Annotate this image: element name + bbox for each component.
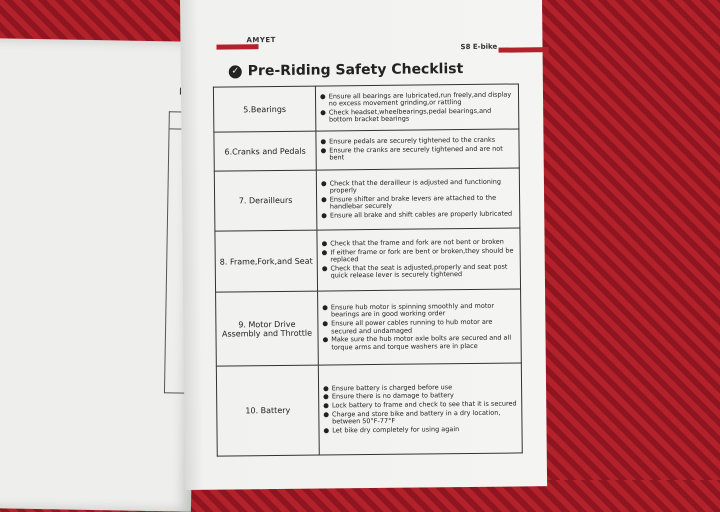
bullet-icon: ● — [322, 335, 329, 344]
checklist-item-text: Ensure all brake and shift cables are properly lubricated — [329, 209, 513, 220]
checkmark-circle-icon: ✓ — [229, 65, 242, 78]
checklist-item-text: Make sure the hub motor axle bolts are secured and all torque arms and torque washers are in place — [331, 333, 512, 351]
brand-label: AMYET — [246, 35, 276, 45]
header-band-left — [216, 44, 258, 49]
checklist-row — [214, 168, 520, 231]
checklist-item-text: Check that the derailleur is adjusted and functioning properly — [329, 177, 502, 195]
bullet-icon: ● — [321, 248, 328, 257]
checklist-items — [318, 289, 522, 365]
checklist-item-text: Lock battery to frame and check to see that it is secured — [331, 399, 517, 410]
left-page — [0, 38, 199, 512]
checklist-row — [215, 228, 521, 292]
bullet-icon: ● — [323, 384, 329, 393]
checklist-category: 7. Derailleurs — [214, 170, 317, 231]
page-title — [229, 61, 464, 79]
checklist-category: 8. Frame,Fork,and Seat — [215, 230, 318, 292]
checklist-item — [322, 248, 516, 265]
checklist-item-text: Ensure all bearings are lubricated,run freely,and display no excess movement grinding,or rattling — [328, 90, 512, 108]
checklist-item — [320, 107, 514, 124]
checklist-items — [316, 168, 520, 230]
checklist-item — [323, 409, 517, 426]
bullet-icon: ● — [320, 108, 326, 117]
checklist-item — [321, 194, 515, 211]
checklist-item-text: Ensure battery is charged before use — [331, 382, 453, 393]
bullet-icon: ● — [319, 92, 326, 101]
checklist-item-text: If either frame or fork are bent or broken,they should be replaced — [330, 246, 514, 264]
checklist-items — [318, 363, 522, 455]
checklist-row — [214, 129, 519, 171]
checklist-row — [216, 289, 522, 366]
checklist-item-text: Check that the frame and fork are not bent or broken — [330, 237, 504, 248]
bullet-icon: ● — [323, 401, 329, 410]
checklist-category: 6.Cranks and Pedals — [214, 131, 316, 171]
bullet-icon: ● — [320, 146, 327, 155]
checklist-items — [316, 129, 519, 170]
bullet-icon: ● — [323, 392, 329, 401]
checklist-item — [323, 426, 517, 435]
header-band-right — [499, 47, 549, 53]
manual-page — [180, 0, 547, 490]
checklist-category: 10. Battery — [216, 365, 319, 456]
checklist-item-text: Ensure the cranks are securely tightened and are not bent — [329, 144, 503, 162]
checklist-item-text: Ensure hub motor is spinning smoothly and motor bearings are in good working order — [330, 301, 495, 319]
checklist-row — [216, 363, 522, 456]
checklist-category: 9. Motor Drive Assembly and Throttle — [216, 291, 319, 366]
checklist-items — [315, 84, 518, 131]
bullet-icon: ● — [321, 195, 327, 204]
safety-checklist-table — [213, 83, 523, 456]
checklist-item — [322, 303, 516, 320]
bullet-icon: ● — [320, 137, 327, 146]
checklist-row — [213, 84, 518, 132]
bullet-icon: ● — [323, 410, 330, 419]
checklist-item-text: Let bike dry completely for using again — [332, 425, 460, 435]
checklist-item — [321, 210, 515, 219]
checklist-item-text: Check headset,wheelbearings,pedal bearings,and bottom bracket bearings — [328, 106, 492, 124]
checklist-item-text: Charge and store bike and battery in a dry location, between 50°F-77°F — [331, 408, 501, 426]
checklist-item — [321, 146, 515, 163]
bullet-icon: ● — [320, 179, 327, 188]
page-title-text: Pre-Riding Safety Checklist — [247, 61, 464, 80]
checklist-item-text: Ensure all power cables running to hub motor are secured and undamaged — [331, 317, 493, 335]
bullet-icon: ● — [322, 319, 329, 328]
bullet-icon: ● — [322, 303, 328, 312]
checklist-item — [322, 264, 516, 281]
checklist-item — [322, 319, 516, 336]
checklist-items — [317, 228, 521, 291]
checklist-item-text: Ensure pedals are securely tightened to the cranks — [329, 136, 496, 146]
checklist-item-text: Ensure there is no damage to battery — [331, 391, 454, 401]
bullet-icon: ● — [323, 426, 330, 435]
bullet-icon: ● — [321, 264, 328, 273]
model-label: S8 E-bike — [460, 42, 498, 52]
bullet-icon: ● — [321, 239, 328, 248]
bullet-icon: ● — [321, 211, 327, 220]
checklist-category: 5.Bearings — [213, 86, 315, 132]
checklist-item — [321, 178, 515, 195]
checklist-item-text: Ensure shifter and brake levers are attached to the handlebar securely — [329, 193, 497, 211]
checklist-item — [320, 91, 514, 108]
checklist-item-text: Check that the seat is adjusted,properly and seat post quick release lever is securely tightened — [330, 262, 508, 280]
checklist-item — [323, 335, 517, 352]
